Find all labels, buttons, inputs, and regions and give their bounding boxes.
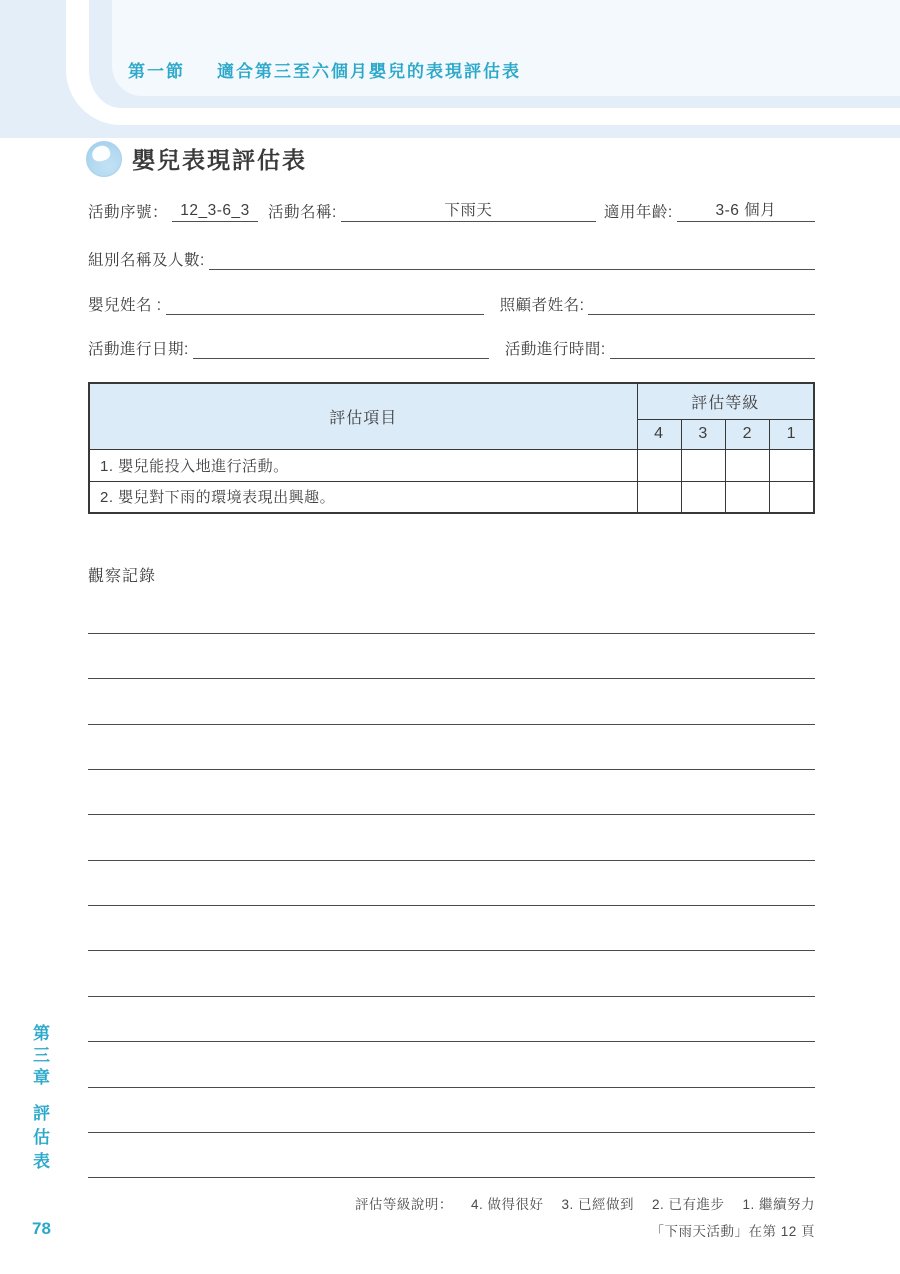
form-row-names [88, 291, 815, 315]
rating-box-1-3[interactable] [681, 449, 725, 481]
activity-name-field[interactable] [341, 198, 596, 222]
observation-line[interactable] [88, 814, 815, 815]
rating-level-4: 4 [637, 419, 681, 449]
rating-legend [355, 1193, 815, 1213]
infant-name-field[interactable] [166, 291, 484, 315]
activity-time-label: 活動進行時間: [504, 341, 606, 358]
item-column-header: 評估項目 [89, 383, 637, 449]
observation-line[interactable] [88, 905, 815, 906]
activity-no-field[interactable] [172, 198, 258, 222]
activity-time-field[interactable] [610, 335, 815, 359]
page-header [0, 0, 900, 138]
observation-line[interactable] [88, 950, 815, 951]
age-label: 適用年齡: [603, 204, 673, 221]
rating-box-2-3[interactable] [681, 481, 725, 513]
legend-item: 4. 做得很好 [470, 1197, 544, 1212]
legend-item: 3. 已經做到 [561, 1197, 634, 1212]
section-heading [128, 57, 521, 82]
rating-box-2-1[interactable] [770, 481, 814, 513]
rating-legend-items [453, 1197, 815, 1212]
observation-line[interactable] [88, 996, 815, 997]
assessment-table [88, 382, 815, 514]
rating-box-2-2[interactable] [726, 481, 770, 513]
rating-box-1-2[interactable] [726, 449, 770, 481]
legend-item: 2. 已有進步 [651, 1197, 725, 1212]
activity-date-field[interactable] [193, 335, 489, 359]
caregiver-name-label: 照顧者姓名: [499, 297, 585, 314]
observation-line[interactable] [88, 1087, 815, 1088]
observation-line[interactable] [88, 860, 815, 861]
chapter-sidebar [30, 1024, 49, 1176]
form-row-datetime [88, 335, 815, 359]
observation-line[interactable] [88, 724, 815, 725]
observation-line[interactable] [88, 633, 815, 634]
assessment-item: 1. 嬰兒能投入地進行活動。 [89, 449, 637, 481]
age-value: 3-6 個月 [715, 202, 777, 219]
caregiver-name-field[interactable] [588, 291, 815, 315]
sidebar-chapter-label: 第三章 [30, 1024, 49, 1090]
activity-name-value: 下雨天 [444, 202, 493, 219]
group-field[interactable] [209, 246, 815, 270]
observation-line[interactable] [88, 1177, 815, 1178]
age-field[interactable] [677, 198, 815, 222]
rating-box-1-4[interactable] [637, 449, 681, 481]
rating-level-3: 3 [681, 419, 725, 449]
activity-name-label: 活動名稱: [268, 204, 337, 221]
rating-column-header: 評估等級 [637, 383, 814, 419]
form-row-group [88, 246, 815, 270]
activity-no-label: 活動序號： [88, 204, 169, 221]
activity-page-reference: 「下雨天活動」在第 12 頁 [650, 1224, 815, 1239]
activity-date-label: 活動進行日期: [88, 341, 189, 358]
section-title: 適合第三至六個月嬰兒的表現評估表 [217, 62, 521, 81]
group-label: 組別名稱及人數: [88, 252, 205, 269]
sidebar-section-label: 評估表 [30, 1104, 49, 1176]
legend-item: 1. 繼續努力 [742, 1197, 815, 1212]
observation-lines [88, 610, 815, 1200]
rating-legend-label: 評估等級說明： [354, 1197, 453, 1212]
rating-level-1: 1 [770, 419, 814, 449]
activity-no-value: 12_3-6_3 [180, 202, 250, 219]
assessment-table-body [89, 449, 814, 513]
observation-line[interactable] [88, 1132, 815, 1133]
table-row [89, 481, 814, 513]
observation-label: 觀察記錄 [88, 568, 157, 585]
table-header-row-1 [89, 383, 814, 419]
assessment-item: 2. 嬰兒對下雨的環境表現出興趣。 [89, 481, 637, 513]
bubble-icon [86, 141, 122, 177]
observation-line[interactable] [88, 1041, 815, 1042]
observation-line[interactable] [88, 769, 815, 770]
table-row [89, 449, 814, 481]
page-number: 78 [32, 1219, 51, 1238]
infant-name-label: 嬰兒姓名 : [88, 297, 162, 314]
rating-level-2: 2 [726, 419, 770, 449]
rating-box-1-1[interactable] [770, 449, 814, 481]
form-title: 嬰兒表現評估表 [132, 147, 307, 173]
section-number: 第一節 [128, 62, 185, 81]
observation-line[interactable] [88, 678, 815, 679]
rating-box-2-4[interactable] [637, 481, 681, 513]
form-row-activity [88, 198, 815, 222]
